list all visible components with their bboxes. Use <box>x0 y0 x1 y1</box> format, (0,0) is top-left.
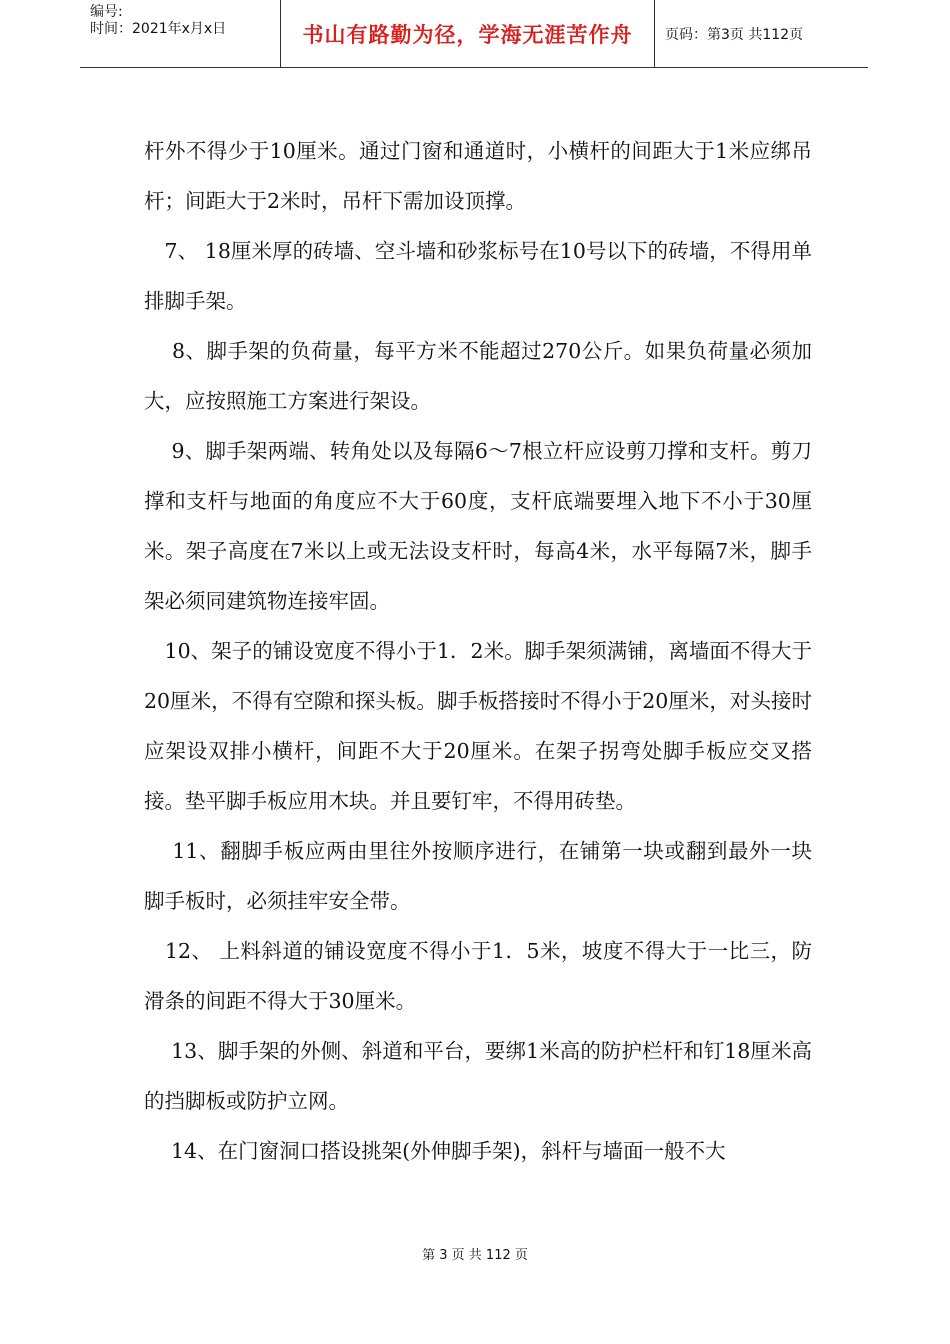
paragraph: 7、 18厘米厚的砖墙、空斗墙和砂浆标号在10号以下的砖墙，不得用单排脚手架。 <box>144 239 812 313</box>
paragraph: 11、翻脚手板应两由里往外按顺序进行，在铺第一块或翻到最外一块脚手板时，必须挂牢安全带。 <box>144 839 812 913</box>
paragraph: 14、在门窗洞口搭设挑架(外伸脚手架)，斜杆与墙面一般不大 <box>144 1139 726 1163</box>
paragraph: 13、脚手架的外侧、斜道和平台，要绑1米高的防护栏杆和钉18厘米高的挡脚板或防护立网。 <box>144 1039 812 1113</box>
page-header <box>80 0 868 68</box>
header-meta <box>80 0 281 67</box>
time-label: 时间：2021年x月x日 <box>90 21 227 37</box>
header-motto: 书山有路勤为径，学海无涯苦作舟 <box>281 0 655 67</box>
paragraph: 10、架子的铺设宽度不得小于1．2米。脚手架须满铺，离墙面不得大于20厘米，不得有空隙和探头板。脚手板搭接时不得小于20厘米，对头接时应架设双排小横杆，间距不大于20厘米。在架子拐弯处脚手板应交叉搭接。垫平脚手板应用木块。并且要钉牢，不得用砖垫。 <box>144 639 812 813</box>
paragraph: 8、脚手架的负荷量，每平方米不能超过270公斤。如果负荷量必须加大，应按照施工方案进行架设。 <box>144 339 812 413</box>
number-label: 编号: <box>90 4 123 20</box>
document-body <box>144 126 812 1176</box>
paragraph: 12、 上料斜道的铺设宽度不得小于1．5米，坡度不得大于一比三，防滑条的间距不得大于30厘米。 <box>144 939 812 1013</box>
page-footer: 第 3 页 共 112 页 <box>422 1248 528 1263</box>
paragraph: 9、脚手架两端、转角处以及每隔6～7根立杆应设剪刀撑和支杆。剪刀撑和支杆与地面的角度应不大于60度，支杆底端要埋入地下不小于30厘米。架子高度在7米以上或无法设支杆时，每高4米，水平每隔7米，脚手架必须同建筑物连接牢固。 <box>144 439 812 613</box>
header-page-info: 页码：第3页 共112页 <box>665 26 804 43</box>
paragraph: 杆外不得少于10厘米。通过门窗和通道时，小横杆的间距大于1米应绑吊杆；间距大于2米时，吊杆下需加设顶撑。 <box>144 139 812 213</box>
